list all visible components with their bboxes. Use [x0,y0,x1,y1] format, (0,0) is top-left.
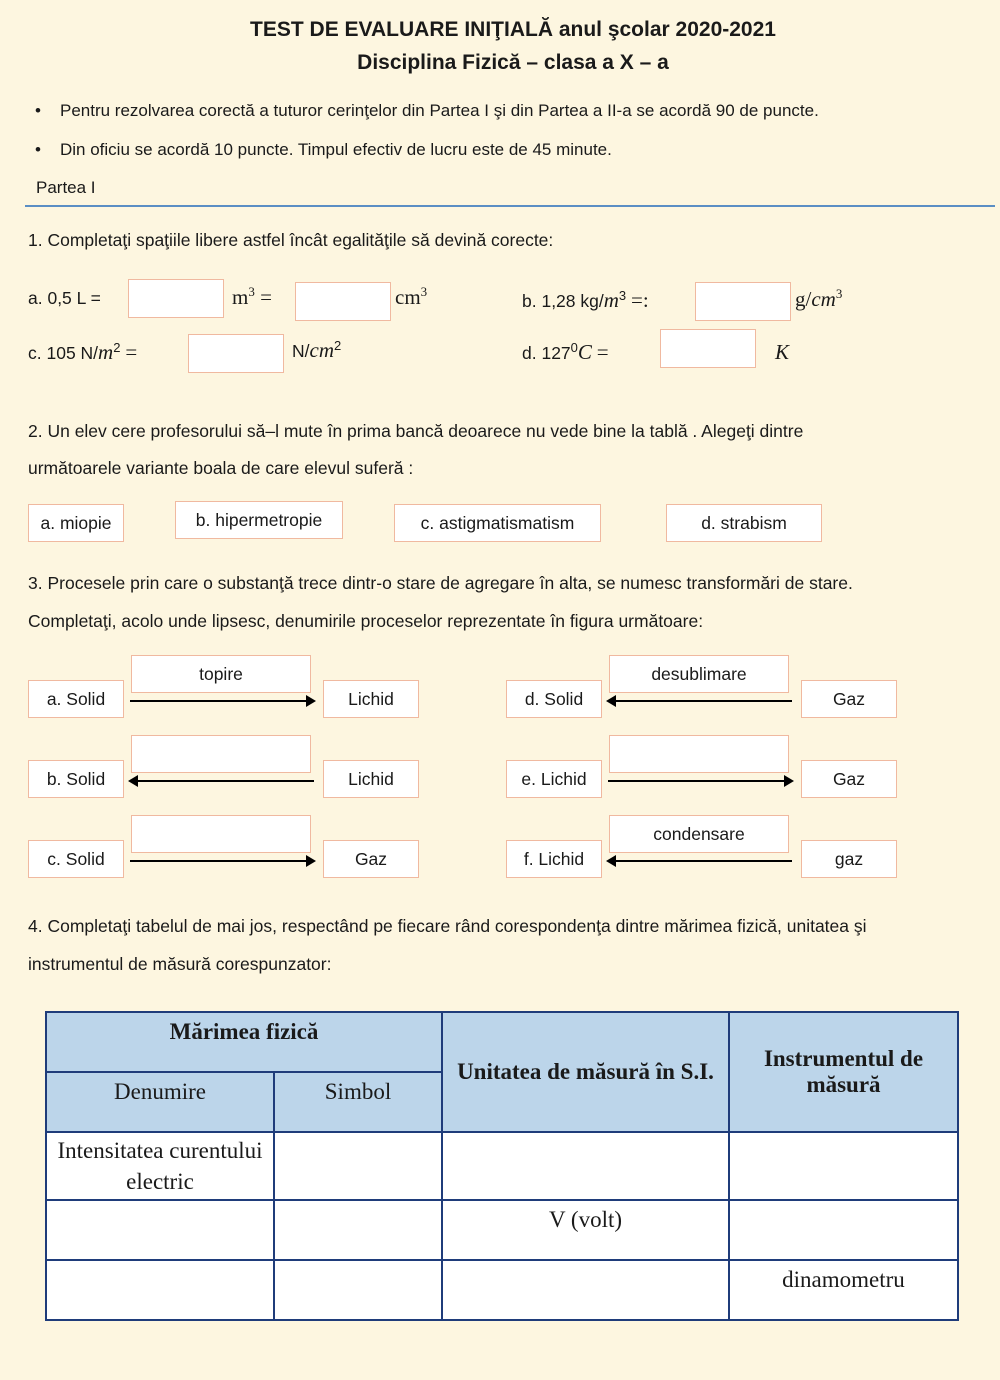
q2-line1: 2. Un elev cere profesorului să–l mute în prima bancă deoarece nu vede bine la tablă . Alegeţi dintre [28,421,804,441]
divider [25,205,995,207]
q3b-to: Lichid [323,760,419,798]
bullet-time-text: Din oficiu se acordă 10 puncte. Timpul efectiv de lucru este de 45 minute. [60,140,612,159]
q3f-from: f. Lichid [506,840,602,878]
q2-option-astigmatism[interactable]: c. astigmatismatism [394,504,601,542]
q3e-from: e. Lichid [506,760,602,798]
q1b-prefix: b. 1,28 $kg/m^3$ =: [522,288,649,312]
arrow-right-icon [130,860,314,862]
q3b-from: b. Solid [28,760,124,798]
q3a-from: a. Solid [28,680,124,718]
q4-line1: 4. Completaţi tabelul de mai jos, respectând pe fiecare rând corespondenţa dintre mărimea fizică, unitatea şi [28,916,867,936]
q3d-to: Gaz [801,680,897,718]
q1c-answer[interactable] [188,334,284,373]
cell-denumire-r1: Intensitatea curentului electric [46,1132,274,1200]
q3a-to: Lichid [323,680,419,718]
q3-line2: Completaţi, acolo unde lipsesc, denumirile proceselor reprezentate în figura următoare: [28,611,704,631]
q3f-process[interactable]: condensare [609,815,789,853]
discipline-title: Disciplina Fizică – clasa a X – a [357,51,669,74]
arrow-right-icon [130,700,314,702]
q2-option-hipermetropie[interactable]: b. hipermetropie [175,501,343,539]
q3e-to: Gaz [801,760,897,798]
header-simbol: Simbol [274,1072,442,1132]
q2-option-strabism[interactable]: d. strabism [666,504,822,542]
q3d-from: d. Solid [506,680,602,718]
bullet-icon: • [35,140,41,159]
cell-simbol-r2[interactable] [274,1200,442,1260]
q1b-unit: $g/cm^3$ [795,286,843,311]
q1a-unit-m3: $m^3$ = [232,284,272,309]
header-instrument: Instrumentul de măsură [729,1012,958,1132]
cell-denumire-r3[interactable] [46,1260,274,1320]
header-denumire: Denumire [46,1072,274,1132]
q3b-process[interactable] [131,735,311,773]
q3a-process[interactable]: topire [131,655,311,693]
cell-simbol-r1[interactable] [274,1132,442,1200]
part-label: Partea I [36,178,96,197]
cell-denumire-r2[interactable] [46,1200,274,1260]
bullet-points-text: Pentru rezolvarea corectă a tuturor cerinţelor din Partea I şi din Partea a II-a se acordă 90 de puncte. [60,101,819,120]
q3-line1: 3. Procesele prin care o substanţă trece dintr-o stare de agregare în alta, se numesc transformări de stare. [28,573,853,593]
arrow-left-icon [130,780,314,782]
cell-instrument-r3: dinamometru [729,1260,958,1320]
q4-line2: instrumentul de măsură corespunzator: [28,954,332,974]
q3c-process[interactable] [131,815,311,853]
q1d-prefix: d. $127^0C$ = [522,340,609,364]
q3f-to: gaz [801,840,897,878]
q1d-answer[interactable] [660,329,756,368]
cell-unitate-r3[interactable] [442,1260,729,1320]
cell-instrument-r1[interactable] [729,1132,958,1200]
test-title: TEST DE EVALUARE INIŢIALĂ anul şcolar 2020-2021 [250,18,776,41]
q1c-prefix: c. 105 $N/m^2$ = [28,340,138,364]
q3d-process[interactable]: desublimare [609,655,789,693]
q1a-answer-cm3[interactable] [295,282,391,321]
q1a-answer-m3[interactable] [128,279,224,318]
q2-line2: următoarele variante boala de care elevul suferă : [28,458,414,478]
q1a-prefix: a. 0,5 L = [28,288,101,308]
q3c-to: Gaz [323,840,419,878]
cell-unitate-r2: V (volt) [442,1200,729,1260]
header-unitate: Unitatea de măsură în S.I. [442,1012,729,1132]
cell-simbol-r3[interactable] [274,1260,442,1320]
arrow-left-icon [608,700,792,702]
q3c-from: c. Solid [28,840,124,878]
header-marimea-fizica: Mărimea fizică [46,1012,442,1072]
q2-option-miopie[interactable]: a. miopie [28,504,124,542]
q1d-unit: K [775,340,790,364]
measurement-table [45,1011,959,1321]
q1-text: 1. Completaţi spaţiile libere astfel încât egalităţile să devină corecte: [28,230,554,250]
cell-unitate-r1[interactable] [442,1132,729,1200]
q1b-answer[interactable] [695,282,791,321]
q1a-unit-cm3: $cm^3$ [395,284,428,309]
cell-instrument-r2[interactable] [729,1200,958,1260]
arrow-left-icon [608,860,792,862]
arrow-right-icon [608,780,792,782]
bullet-icon: • [35,101,41,120]
q1c-unit: $N/cm^2$ [292,338,342,362]
q3e-process[interactable] [609,735,789,773]
